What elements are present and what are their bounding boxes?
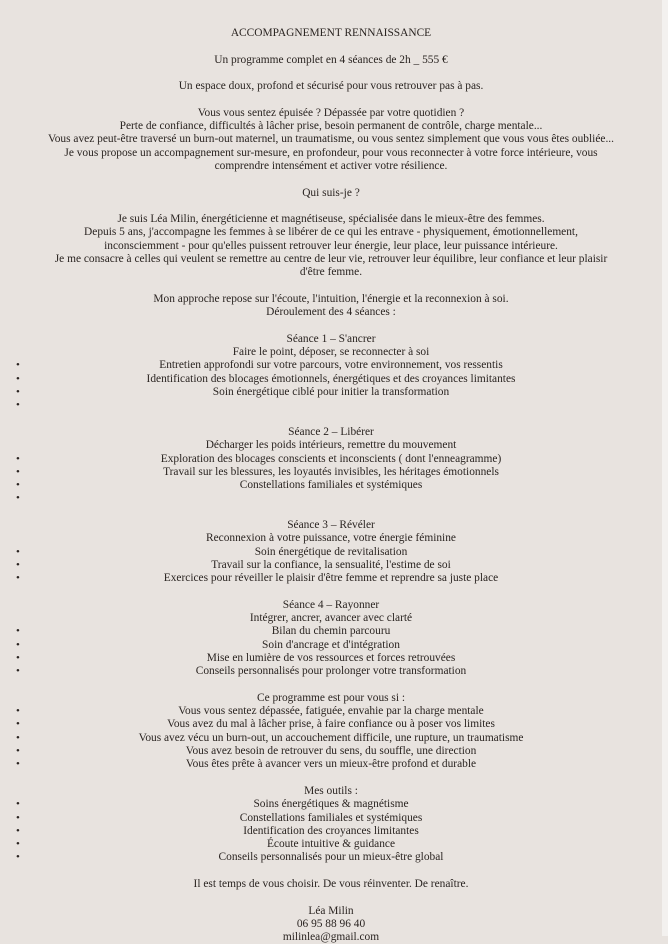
session-block [0, 599, 662, 679]
bullet-icon: • [16, 824, 20, 837]
list-item-text: Mise en lumière de vos ressources et forces retrouvées [206, 651, 456, 664]
list-item [0, 625, 662, 638]
bullet-icon: • [16, 665, 20, 678]
about-line: Je me consacre à celles qui veulent se remettre au centre de leur vie, retrouver leur équilibre, leur confiance et leur plaisir [54, 253, 608, 266]
list-item-text: Soins énergétiques & magnétisme [253, 798, 409, 811]
bullet-icon: • [16, 359, 20, 372]
list-item [0, 399, 662, 412]
list-item [0, 665, 662, 678]
bullet-icon: • [16, 651, 20, 664]
session-subtitle: Reconnexion à votre puissance, votre énergie féminine [206, 532, 456, 545]
list-item-text: Constellations familiales et systémiques [239, 479, 423, 492]
about-line: inconsciemment - pour qu'elles puissent retrouver leur énergie, leur place, leur puissance intérieure. [104, 239, 558, 252]
bullet-icon: • [16, 572, 20, 585]
about-line: Depuis 5 ans, j'accompagne les femmes à se libérer de ce qui les entrave - physiquement, émotionnellement, [84, 226, 578, 239]
bullet-icon: • [16, 479, 20, 492]
bullet-icon: • [16, 545, 20, 558]
bullet-icon: • [16, 492, 20, 505]
session-title: Séance 3 – Révéler [287, 518, 375, 531]
list-item-text: Constellations familiales et systémiques [239, 811, 423, 824]
bullet-icon: • [16, 558, 20, 571]
for-you-heading: Ce programme est pour vous si : [256, 691, 406, 704]
list-item [0, 546, 662, 559]
session-title: Séance 2 – Libérer [288, 425, 374, 438]
bullet-icon: • [16, 465, 20, 478]
bullet-icon: • [16, 718, 20, 731]
list-item [0, 479, 662, 492]
list-item-text: Conseils personnalisés pour un mieux-être global [218, 851, 444, 864]
about-section [0, 213, 662, 279]
list-item [0, 745, 662, 758]
list-item [0, 572, 662, 585]
list-item [0, 732, 662, 745]
list-item [0, 492, 662, 505]
contact-block [0, 905, 662, 944]
contact-phone: 06 95 88 96 40 [296, 917, 366, 930]
list-item [0, 705, 662, 718]
intro-line: Vous vous sentez épuisée ? Dépassée par votre quotidien ? [197, 106, 465, 119]
about-line: Je suis Léa Milin, énergéticienne et magnétiseuse, spécialisée dans le mieux-être des femmes. [117, 213, 545, 226]
session-block [0, 519, 662, 585]
bullet-icon: • [16, 638, 20, 651]
list-item-text: Travail sur la confiance, la sensualité, l'estime de soi [211, 558, 451, 571]
list-item [0, 851, 662, 864]
list-item-text: Identification des blocages émotionnels, énergétiques et des croyances limitantes [146, 372, 516, 385]
session-title: Séance 1 – S'ancrer [286, 332, 376, 345]
bullet-icon: • [16, 758, 20, 771]
list-item [0, 559, 662, 572]
list-item [0, 798, 662, 811]
intro-line: Vous avez peut-être traversé un burn-out maternel, un traumatisme, ou vous sentez simplement que vous vous êtes oubliée... [47, 133, 614, 146]
session-title: Séance 4 – Rayonner [282, 598, 380, 611]
list-item-text: Vous êtes prête à avancer vers un mieux-être profond et durable [185, 758, 477, 771]
list-item-text: Écoute intuitive & guidance [266, 838, 396, 851]
about-heading: Qui suis-je ? [302, 186, 360, 199]
bullet-icon: • [16, 625, 20, 638]
list-item [0, 359, 662, 372]
list-item [0, 652, 662, 665]
closing-line: Il est temps de vous choisir. De vous réinventer. De renaître. [193, 878, 469, 890]
session-block [0, 333, 662, 413]
list-item-text: Entretien approfondi sur votre parcours, votre environnement, vos ressentis [159, 359, 503, 372]
bullet-icon: • [16, 851, 20, 864]
list-item-text: Soin d'ancrage et d'intégration [262, 638, 400, 651]
session-subtitle: Faire le point, déposer, se reconnecter à soi [232, 346, 430, 359]
list-item-text: Exploration des blocages conscients et inconscients ( dont l'enneagramme) [160, 452, 502, 465]
list-item [0, 466, 662, 479]
contact-email: milinlea@gmail.com [282, 931, 380, 944]
bullet-icon: • [16, 811, 20, 824]
list-item [0, 373, 662, 386]
list-item-text: Vous vous sentez dépassée, fatiguée, envahie par la charge mentale [178, 705, 484, 718]
list-item [0, 639, 662, 652]
for-you-section [0, 692, 662, 772]
list-item-text: Soin énergétique de revitalisation [254, 545, 408, 558]
bullet-icon: • [16, 745, 20, 758]
bullet-icon: • [16, 386, 20, 399]
list-item-text: Conseils personnalisés pour prolonger votre transformation [195, 665, 467, 678]
tools-section [0, 785, 662, 865]
document-title: ACCOMPAGNEMENT RENNAISSANCE [230, 27, 432, 39]
bullet-icon: • [16, 798, 20, 811]
list-item [0, 812, 662, 825]
list-item-text: Vous avez vécu un burn-out, un accouchement difficile, une rupture, un traumatisme [138, 731, 524, 744]
session-subtitle: Intégrer, ancrer, avancer avec clarté [249, 612, 413, 625]
program-line: Un programme complet en 4 séances de 2h _ 555 € [214, 53, 448, 66]
list-item [0, 758, 662, 771]
list-item-text: Travail sur les blessures, les loyautés invisibles, les héritages émotionnels [163, 465, 499, 478]
bullet-icon: • [16, 838, 20, 851]
intro-line: comprendre intensément et activer votre résilience. [214, 159, 448, 172]
intro-section [0, 107, 662, 173]
list-item-text: Vous avez du mal à lâcher prise, à faire confiance ou à poser vos limites [167, 718, 495, 731]
list-item-text: Identification des croyances limitantes [243, 824, 419, 837]
list-item [0, 718, 662, 731]
bullet-icon: • [16, 399, 20, 412]
tools-heading: Mes outils : [304, 784, 358, 797]
bullet-icon: • [16, 372, 20, 385]
list-item [0, 825, 662, 838]
session-block [0, 426, 662, 506]
about-line: d'être femme. [299, 266, 363, 279]
list-item-text: Exercices pour réveiller le plaisir d'être femme et reprendre sa juste place [163, 572, 499, 585]
bullet-icon: • [16, 452, 20, 465]
list-item [0, 453, 662, 466]
contact-name: Léa Milin [308, 904, 354, 917]
list-item [0, 838, 662, 851]
list-item-text: Bilan du chemin parcouru [271, 625, 391, 638]
list-item-text: Soin énergétique ciblé pour initier la transformation [212, 386, 450, 399]
bullet-icon: • [16, 705, 20, 718]
approach-line: Mon approche repose sur l'écoute, l'intuition, l'énergie et la reconnexion à soi. [153, 292, 509, 305]
list-item-text: Vous avez besoin de retrouver du sens, du souffle, une direction [185, 745, 477, 758]
tagline: Un espace doux, profond et sécurisé pour vous retrouver pas à pas. [178, 80, 484, 93]
sessions-intro: Déroulement des 4 séances : [266, 306, 396, 319]
intro-line: Perte de confiance, difficultés à lâcher prise, besoin permanent de contrôle, charge mentale... [119, 120, 543, 133]
bullet-icon: • [16, 731, 20, 744]
list-item [0, 386, 662, 399]
intro-line: Je vous propose un accompagnement sur-mesure, en profondeur, pour vous reconnecter à votre force intérieure, vous [64, 146, 598, 159]
session-subtitle: Décharger les poids intérieurs, remettre du mouvement [205, 439, 457, 452]
